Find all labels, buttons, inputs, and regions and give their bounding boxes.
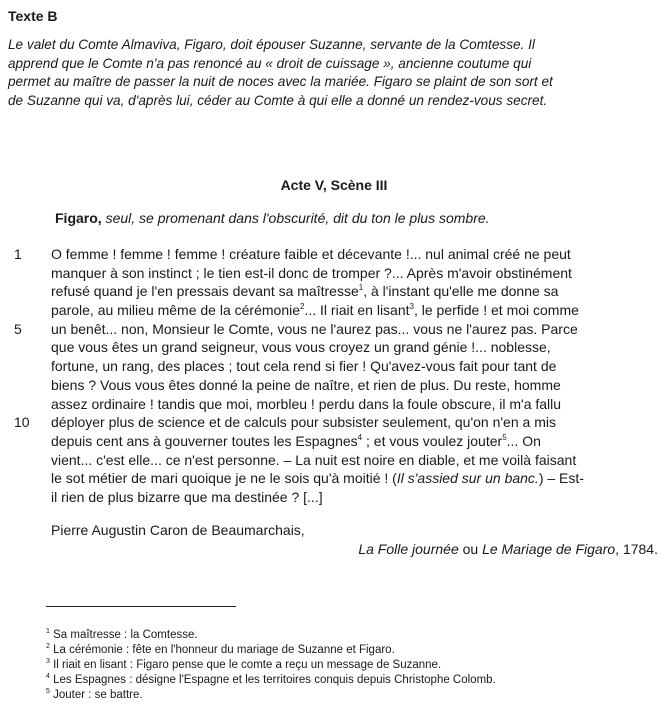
text-line xyxy=(0,320,668,339)
source-citation: La Folle journée ou Le Mariage de Figaro, 1784. xyxy=(358,541,658,557)
text-line xyxy=(0,282,668,301)
text-line xyxy=(0,357,668,376)
text-line xyxy=(0,395,668,414)
line-text: assez ordinaire ! tandis que moi, morbleu ! perdu dans la foule obscure, il m'a fallu xyxy=(51,395,562,412)
intro-paragraph xyxy=(8,36,658,110)
stage-direction xyxy=(55,210,490,226)
monologue-text xyxy=(0,245,668,507)
line-number: 1 xyxy=(14,246,22,262)
line-number: 5 xyxy=(14,320,22,337)
line-text: que vous êtes un grand seigneur, vous vous croyez un grand génie !... noblesse, xyxy=(51,339,551,356)
footnote-ref: 2 xyxy=(300,302,305,312)
footnote-divider xyxy=(46,606,236,607)
line-text: le sot métier de mari quoique je ne le sois qu'à moitié ! (Il s'assied sur un banc.) – Est- xyxy=(51,470,584,487)
scene-title: Acte V, Scène III xyxy=(280,177,388,193)
line-number: 10 xyxy=(14,414,30,431)
work-title: La Folle journée xyxy=(358,541,459,557)
line-text: refusé quand je l'en pressais devant sa maîtresse$^1$, à l'instant qu'elle me donne sa xyxy=(51,283,559,300)
footnote-ref: 5 xyxy=(502,432,507,442)
line-text: biens ? Vous vous êtes donné la peine de naître, et rien de plus. Du reste, homme xyxy=(51,376,561,393)
line-text: O femme ! femme ! femme ! créature faible et décevante !... nul animal créé ne peut xyxy=(51,246,571,262)
footnote-item: $^5$ Jouter : se battre. xyxy=(46,688,143,701)
footnote-item: $^1$ Sa maîtresse : la Comtesse. xyxy=(46,628,198,641)
inline-stage-direction: Il s'assied sur un banc. xyxy=(396,470,539,487)
line-text: vient... c'est elle... ce n'est personne. – La nuit est noire en diable, et me voilà faisant xyxy=(51,451,577,468)
line-text: manquer à son instinct ; le tien est-il donc de tromper ?... Après m'avoir obstinément xyxy=(51,264,572,281)
author-name: Pierre Augustin Caron de Beaumarchais, xyxy=(51,522,305,538)
line-text: parole, au milieu même de la cérémonie$^2$... Il riait en lisant$^3$, le perfide ! et moi comme xyxy=(51,302,579,319)
text-line xyxy=(0,451,668,470)
publication-year: , 1784. xyxy=(615,541,658,557)
line-text: un benêt... non, Monsieur le Comte, vous ne l'aurez pas... vous ne l'aurez pas. Parce xyxy=(51,320,578,337)
footnote-ref: 4 xyxy=(357,432,363,442)
footnote-number: 2 xyxy=(46,643,50,650)
footnotes xyxy=(46,628,496,703)
line-text: il rien de plus bizarre que ma destinée ? [...] xyxy=(51,488,323,505)
footnote-item: $^3$ Il riait en lisant : Figaro pense que le comte a reçu un message de Suzanne. xyxy=(46,658,442,671)
footnote-item: $^4$ Les Espagnes : désigne l'Espagne et les territoires conquis depuis Christophe Colomb. xyxy=(46,673,496,686)
work-subtitle: Le Mariage de Figaro xyxy=(482,541,616,557)
text-line xyxy=(0,469,668,488)
footnote-item: $^2$ La cérémonie : fête en l'honneur du mariage de Suzanne et Figaro. xyxy=(46,643,395,656)
intro-line: de Suzanne qui va, d'après lui, céder au Comte à qui elle a donné un rendez-vous secret. xyxy=(8,92,548,108)
text-line xyxy=(0,301,668,320)
line-text: depuis cent ans à gouverner toutes les Espagnes$^4$ ; et vous voulez jouter$^5$... On xyxy=(51,432,541,449)
line-text: déployer plus de science et de calculs pour subsister seulement, qu'on n'en a mis xyxy=(51,414,556,431)
text-line xyxy=(0,413,668,432)
character-name: Figaro, xyxy=(55,210,102,226)
intro-line: apprend que le Comte n'a pas renoncé au « droit de cuissage », ancienne coutume qui xyxy=(8,55,532,71)
text-line xyxy=(0,488,668,507)
stage-direction-text: seul, se promenant dans l'obscurité, dit du ton le plus sombre. xyxy=(105,210,490,226)
text-line xyxy=(0,338,668,357)
intro-line: Le valet du Comte Almaviva, Figaro, doit épouser Suzanne, servante de la Comtesse. Il xyxy=(8,37,535,52)
footnote-number: 5 xyxy=(46,688,50,695)
line-text: fortune, un rang, des places ; tout cela rend si fier ! Qu'avez-vous fait pour tant de xyxy=(51,358,557,375)
footnote-number: 4 xyxy=(46,673,50,680)
footnote-ref: 3 xyxy=(409,302,414,312)
intro-line: permet au maître de passer la nuit de noces avec la mariée. Figaro se plaint de son sort et xyxy=(8,74,553,90)
footnote-ref: 1 xyxy=(358,283,364,293)
text-line xyxy=(0,245,668,264)
text-line xyxy=(0,376,668,395)
footnote-number: 3 xyxy=(46,658,50,665)
footnote-number: 1 xyxy=(46,628,50,635)
text-heading: Texte B xyxy=(8,8,58,24)
text-line xyxy=(0,432,668,451)
text-line xyxy=(0,264,668,283)
